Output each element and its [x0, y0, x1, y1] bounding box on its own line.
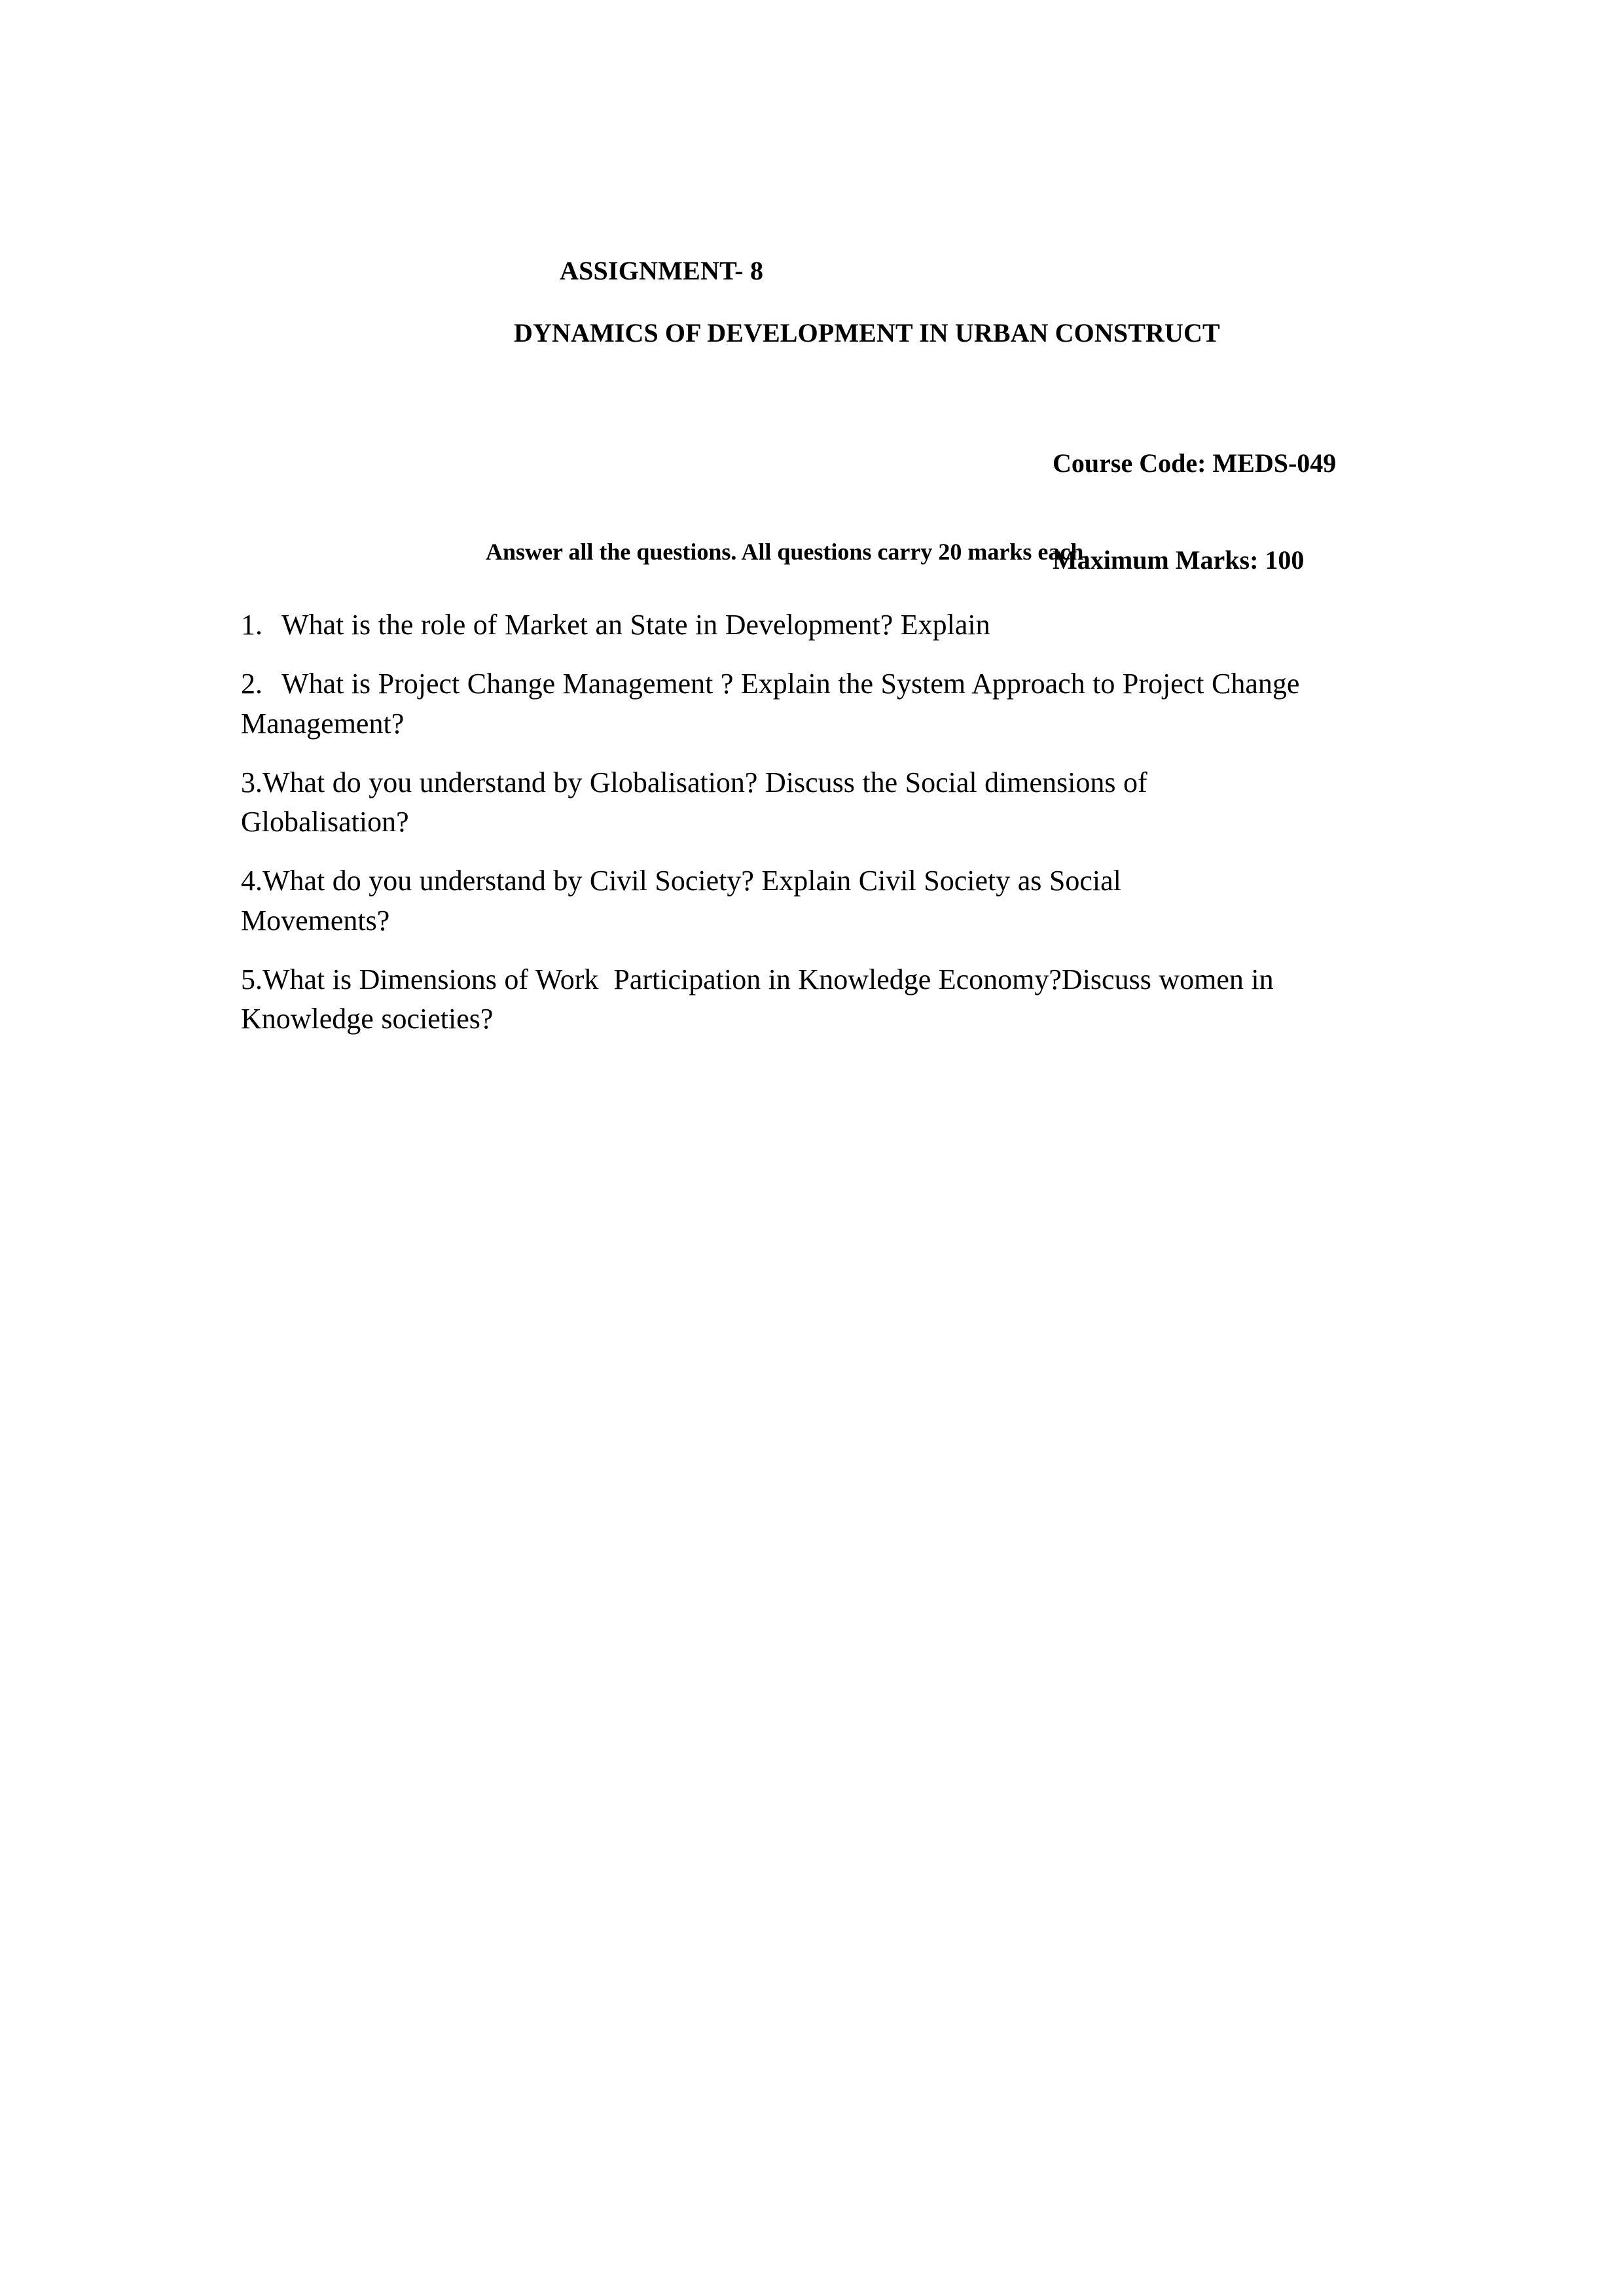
- questions-list: [241, 605, 1341, 1058]
- question-text-2: What is Project Change Management ? Explain the System Approach to Project Change Management?: [241, 668, 1307, 740]
- assignment-heading: ASSIGNMENT- 8: [560, 256, 764, 285]
- course-title-heading: DYNAMICS OF DEVELOPMENT IN URBAN CONSTRUCT: [514, 318, 1220, 348]
- course-meta-block: [1053, 383, 1336, 641]
- question-number-1: 1.: [241, 609, 262, 641]
- question-item-3: [241, 763, 1288, 842]
- question-item-1: [241, 605, 1210, 645]
- question-number-4: 4.: [241, 865, 262, 897]
- question-text-4: What do you understand by Civil Society? Explain Civil Society as Social Movements?: [241, 865, 1129, 937]
- question-item-2: [241, 664, 1341, 744]
- question-item-5: [241, 960, 1301, 1039]
- question-number-5: 5.: [241, 963, 262, 996]
- maximum-marks-line: Maximum Marks: 100: [1053, 545, 1305, 575]
- question-text-3: What do you understand by Globalisation? Discuss the Social dimensions of Globalisation?: [241, 766, 1155, 838]
- instruction-line: Answer all the questions. All questions carry 20 marks each.: [486, 539, 1090, 565]
- question-item-4: [241, 861, 1275, 941]
- question-text-1: What is the role of Market an State in Development? Explain: [281, 609, 990, 641]
- question-number-2: 2.: [241, 668, 262, 700]
- question-number-3: 3.: [241, 766, 262, 798]
- question-text-5: What is Dimensions of Work Participation in Knowledge Economy?Discuss women in Knowledge societies?: [241, 963, 1282, 1035]
- course-code-line: Course Code: MEDS-049: [1053, 448, 1337, 478]
